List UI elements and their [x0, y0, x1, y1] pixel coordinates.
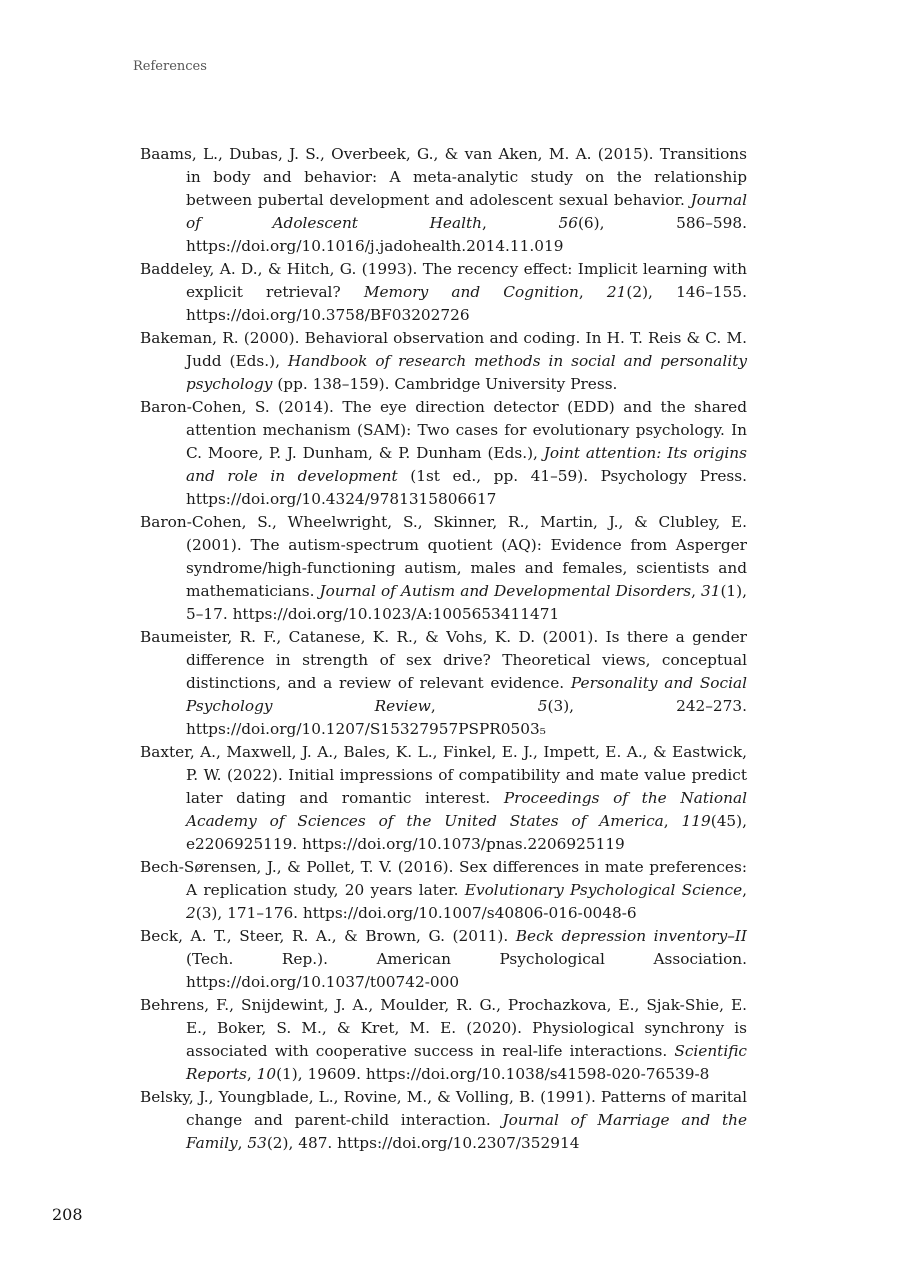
reference-entry [140, 511, 747, 626]
reference-entry [140, 1086, 747, 1155]
reference-sep: , [742, 881, 748, 899]
reference-entry [140, 327, 747, 396]
reference-sep: , [578, 283, 607, 301]
reference-entry [140, 258, 747, 327]
reference-volume: 119 [681, 812, 711, 830]
page-number: 208 [52, 1205, 83, 1224]
reference-journal: Journal of Marriage and the Family [186, 1111, 747, 1152]
reference-volume: 10 [256, 1065, 277, 1083]
reference-list [140, 143, 747, 1155]
reference-rest: (2), 146–155. https://doi.org/10.3758/BF03202726 [186, 283, 747, 324]
reference-journal: Handbook of research methods in social and personality psychology [186, 352, 747, 393]
reference-journal: Joint attention: Its origins and role in development [186, 444, 747, 485]
reference-journal: Scientific Reports [186, 1042, 747, 1083]
reference-text: Behrens, F., Snijdewint, J. A., Moulder, R. G., Prochazkova, E., Sjak-Shie, E. E., Boker, S. M., & Kret, M. E. (2020). Physiological synchrony is associated with cooperative success in real-life interactions. [140, 996, 747, 1060]
reference-rest: (Tech. Rep.). American Psychological Association. https://doi.org/10.1037/t00742-000 [186, 950, 747, 991]
reference-rest: (3), 171–176. https://doi.org/10.1007/s40806-016-0048-6 [195, 904, 637, 922]
reference-volume: 5 [537, 697, 548, 715]
reference-rest: (pp. 138–159). Cambridge University Press. [272, 375, 618, 393]
reference-rest: (1), 5–17. https://doi.org/10.1023/A:1005653411471 [186, 582, 747, 623]
reference-entry [140, 994, 747, 1086]
reference-sep: , [663, 812, 682, 830]
reference-entry [140, 396, 747, 511]
reference-journal: Journal of Autism and Developmental Disorders [319, 582, 692, 600]
reference-entry [140, 143, 747, 258]
reference-journal: Personality and Social Psychology Review [186, 674, 747, 715]
reference-rest: (1st ed., pp. 41–59). Psychology Press. https://doi.org/10.4324/9781315806617 [186, 467, 747, 508]
reference-rest: (45), e2206925119. https://doi.org/10.1073/pnas.2206925119 [186, 812, 747, 853]
reference-sep: , [481, 214, 559, 232]
reference-entry [140, 741, 747, 856]
reference-sep: , [246, 1065, 257, 1083]
reference-journal: Journal of Adolescent Health [186, 191, 747, 232]
reference-volume: 21 [606, 283, 627, 301]
reference-sep: , [430, 697, 538, 715]
reference-volume: 53 [247, 1134, 267, 1152]
reference-entry [140, 856, 747, 925]
reference-text: Bakeman, R. (2000). Behavioral observation and coding. In H. T. Reis & C. M. Judd (Eds.), [140, 329, 747, 370]
reference-text: Baxter, A., Maxwell, J. A., Bales, K. L., Finkel, E. J., Impett, E. A., & Eastwick, P. W. (2022). Initial impressions of compatibility and mate value predict later dating and romantic interest. [140, 743, 747, 807]
reference-volume: 31 [701, 582, 721, 600]
running-head: References [133, 59, 207, 74]
reference-text: Baams, L., Dubas, J. S., Overbeek, G., & van Aken, M. A. (2015). Transitions in body and behavior: A meta-analytic study on the relationship between pubertal development and adolescent sexual behavior. [140, 145, 747, 209]
reference-text: Beck, A. T., Steer, R. A., & Brown, G. (2011). [140, 927, 516, 945]
reference-text: Baron-Cohen, S., Wheelwright, S., Skinner, R., Martin, J., & Clubley, E. (2001). The autism-spectrum quotient (AQ): Evidence from Asperger syndrome/high-functioning autism, males and females, scientists and mathematicians. [140, 513, 747, 600]
reference-journal: Beck depression inventory–II [515, 927, 747, 945]
reference-volume: 2 [186, 904, 196, 922]
reference-entry [140, 925, 747, 994]
reference-journal: Evolutionary Psychological Science [464, 881, 743, 899]
reference-text: Bech-Sørensen, J., & Pollet, T. V. (2016). Sex differences in mate preferences: A replication study, 20 years later. [140, 858, 747, 899]
reference-text: Baddeley, A. D., & Hitch, G. (1993). The recency effect: Implicit learning with explicit retrieval? [140, 260, 747, 301]
reference-text: Baron-Cohen, S. (2014). The eye direction detector (EDD) and the shared attention mechanism (SAM): Two cases for evolutionary psychology. In C. Moore, P. J. Dunham, & P. Dunham (Eds.), [140, 398, 747, 462]
reference-sep: , [691, 582, 701, 600]
reference-sep: , [237, 1134, 248, 1152]
reference-rest: (2), 487. https://doi.org/10.2307/352914 [266, 1134, 580, 1152]
reference-text: Belsky, J., Youngblade, L., Rovine, M., & Volling, B. (1991). Patterns of marital change and parent-child interaction. [140, 1088, 747, 1129]
reference-entry [140, 626, 747, 741]
reference-rest: (3), 242–273. https://doi.org/10.1207/S15327957PSPR0503₅ [186, 697, 747, 738]
reference-text: Baumeister, R. F., Catanese, K. R., & Vohs, K. D. (2001). Is there a gender difference in strength of sex drive? Theoretical views, conceptual distinctions, and a review of relevant evidence. [140, 628, 747, 692]
reference-rest: (1), 19609. https://doi.org/10.1038/s41598-020-76539-8 [276, 1065, 710, 1083]
reference-rest: (6), 586–598. https://doi.org/10.1016/j.jadohealth.2014.11.019 [186, 214, 747, 255]
reference-journal: Proceedings of the National Academy of Sciences of the United States of America [186, 789, 747, 830]
reference-volume: 56 [558, 214, 578, 232]
reference-journal: Memory and Cognition [363, 283, 579, 301]
